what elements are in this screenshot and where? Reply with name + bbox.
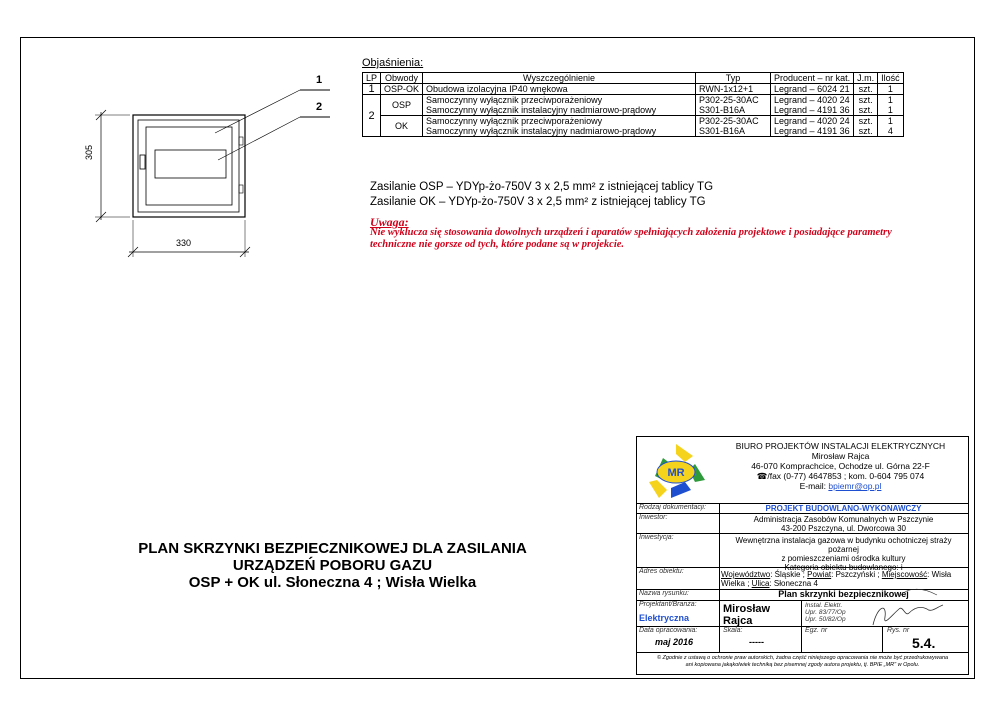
cell-lp: 2 bbox=[363, 95, 381, 137]
investment-label: Inwestycja: bbox=[639, 534, 674, 541]
cell-typ: P302-25-30AC bbox=[696, 116, 771, 127]
note-heading: Uwaga: bbox=[370, 215, 409, 229]
doc-type-label: Rodzaj dokumentacji: bbox=[639, 504, 706, 511]
copyright-line-1: © Zgodnie z ustawą o ochronie praw autorskich, żadna część niniejszego opracowania nie może być przedrukowywana bbox=[656, 655, 949, 661]
copyright bbox=[637, 652, 968, 677]
cell-producent: Legrand – 4020 24 bbox=[771, 95, 854, 106]
cell-typ: S301-B16A bbox=[696, 126, 771, 137]
designer-last-name: Rajca bbox=[723, 615, 753, 627]
cell-opis: Samoczynny wyłącznik instalacyjny nadmiarowo-prądowy bbox=[423, 126, 696, 137]
addr-pow-label: Powiat bbox=[807, 570, 832, 579]
license-label: Instal. Elektr. bbox=[805, 602, 843, 609]
investment-line-1: Wewnętrzna instalacja gazowa w budynku ochotniczej straży pożarnej bbox=[735, 536, 952, 554]
table-header-row bbox=[363, 73, 904, 84]
date-label: Data opracowania: bbox=[639, 627, 698, 634]
addr-ul: : Słoneczna 4 bbox=[769, 579, 818, 588]
cell-jm: szt. bbox=[854, 126, 878, 137]
investment-line-2: z pomieszczeniami ośrodka kultury bbox=[781, 554, 906, 563]
table-row bbox=[363, 105, 904, 116]
addr-woj-label: Województwo bbox=[721, 570, 771, 579]
investor-line-1: Administracja Zasobów Komunalnych w Pszczynie bbox=[753, 515, 934, 524]
dim-height: 305 bbox=[84, 144, 94, 160]
cell-jm: szt. bbox=[854, 84, 878, 95]
callout-1: 1 bbox=[316, 74, 323, 86]
addr-pow: : Pszczyński ; bbox=[831, 570, 882, 579]
address-label: Adres obiektu: bbox=[639, 568, 684, 575]
logo-text: MR bbox=[667, 467, 685, 479]
addr-m: : Wisła bbox=[927, 570, 952, 579]
cell-typ: RWN-1x12+1 bbox=[696, 84, 771, 95]
cell-typ: S301-B16A bbox=[696, 105, 771, 116]
addr-woj: : Śląskie ; bbox=[770, 570, 808, 579]
cell-opis: Samoczynny wyłącznik przeciwporażeniowy bbox=[423, 95, 696, 106]
addr-ul-label: Ulica bbox=[751, 579, 770, 588]
designer-signature bbox=[637, 437, 970, 676]
company-phone: ☎/fax (0-77) 4647853 ; kom. 0-604 795 074 bbox=[756, 471, 925, 481]
legend-title: Objaśnienia: bbox=[362, 57, 424, 69]
company-owner: Mirosław Rajca bbox=[811, 451, 870, 461]
cell-typ: P302-25-30AC bbox=[696, 95, 771, 106]
cell-ilosc: 1 bbox=[878, 116, 904, 127]
copyright-line-2: ani kopiowana jakąkolwiek techniką bez pisemnej zgody autora projektu, tj. BPIE „MR" w Opolu. bbox=[685, 662, 920, 668]
cell-jm: szt. bbox=[854, 95, 878, 106]
table-row bbox=[363, 84, 904, 95]
supply-ok: Zasilanie OK – YDYp-żo-750V 3 x 2,5 mm² z istniejącej tablicy TG bbox=[370, 196, 706, 208]
doc-type: PROJEKT BUDOWLANO-WYKONAWCZY bbox=[765, 504, 922, 513]
cell-obwod: OK bbox=[381, 116, 423, 137]
supply-osp: Zasilanie OSP – YDYp-żo-750V 3 x 2,5 mm² z istniejącej tablicy TG bbox=[370, 181, 714, 193]
table-row bbox=[363, 95, 904, 106]
scale-label: Skala: bbox=[723, 627, 743, 634]
company-address: 46-070 Komprachcice, Ochodze ul. Górna 22-F bbox=[751, 461, 930, 471]
designer-label: Projektant/Branża: bbox=[639, 601, 697, 608]
cell-obwod: OSP bbox=[381, 95, 423, 116]
cell-producent: Legrand – 4191 36 bbox=[771, 126, 854, 137]
table-row bbox=[363, 116, 904, 127]
cell-jm: szt. bbox=[854, 116, 878, 127]
legend-table bbox=[362, 72, 904, 137]
scale: ----- bbox=[749, 637, 764, 647]
cell-producent: Legrand – 6024 21 bbox=[771, 84, 854, 95]
investor-line-2: 43-200 Pszczyna, ul. Dworcowa 30 bbox=[781, 524, 906, 533]
cell-ilosc: 1 bbox=[878, 105, 904, 116]
addr-m-label: Miejscowość bbox=[881, 570, 928, 579]
cell-ilosc: 4 bbox=[878, 126, 904, 137]
cell-ilosc: 1 bbox=[878, 84, 904, 95]
designer-first-name: Mirosław bbox=[723, 603, 771, 615]
cell-opis: Samoczynny wyłącznik instalacyjny nadmiarowo-prądowy bbox=[423, 105, 696, 116]
col-obwody: Obwody bbox=[381, 73, 423, 84]
drawing-name: Plan skrzynki bezpiecznikowej bbox=[778, 589, 909, 599]
branch: Elektryczna bbox=[639, 613, 690, 623]
note-text: Nie wyklucza się stosowania dowolnych urządzeń i aparatów spełniających założenia projektowe i posiadające parametry techniczne nie gorsze od tych, które podane są w projekcie. bbox=[370, 227, 892, 250]
cell-opis: Samoczynny wyłącznik przeciwporażeniowy bbox=[423, 116, 696, 127]
col-lp: LP bbox=[363, 73, 381, 84]
email-label: E-mail: bbox=[799, 481, 829, 491]
title-line-2: URZĄDZEŃ POBORU GAZU bbox=[232, 557, 433, 574]
dim-width: 330 bbox=[176, 238, 192, 248]
license-1: Upr. 83/77/Op bbox=[805, 609, 846, 616]
date: maj 2016 bbox=[655, 637, 694, 647]
title-line-1: PLAN SKRZYNKI BEZPIECZNIKOWEJ DLA ZASILANIA bbox=[138, 540, 527, 557]
cell-opis: Obudowa izolacyjna IP40 wnękowa bbox=[423, 84, 696, 95]
drawing-name-label: Nazwa rysunku: bbox=[639, 590, 689, 597]
col-opis: Wyszczególnienie bbox=[423, 73, 696, 84]
col-ilosc: Ilość bbox=[878, 73, 904, 84]
investor-label: Inwestor: bbox=[639, 514, 668, 521]
table-row bbox=[363, 126, 904, 137]
title-line-3: OSP + OK ul. Słoneczna 4 ; Wisła Wielka bbox=[188, 574, 477, 591]
cell-obwod: OSP-OK bbox=[381, 84, 423, 95]
col-typ: Typ bbox=[696, 73, 771, 84]
title-block bbox=[636, 436, 969, 675]
company-name: BIURO PROJEKTÓW INSTALACJI ELEKTRYCZNYCH bbox=[735, 441, 946, 451]
sheet-number: 5.4. bbox=[912, 635, 936, 651]
col-producent: Producent – nr kat. bbox=[771, 73, 854, 84]
sheet-label: Rys. nr bbox=[887, 627, 910, 634]
callout-2: 2 bbox=[316, 101, 323, 113]
email-link[interactable]: bpiemr@op.pl bbox=[828, 481, 882, 491]
cell-ilosc: 1 bbox=[878, 95, 904, 106]
cell-producent: Legrand – 4191 36 bbox=[771, 105, 854, 116]
copy-label: Egz. nr bbox=[805, 627, 828, 634]
cell-producent: Legrand – 4020 24 bbox=[771, 116, 854, 127]
license-2: Upr. 50/82/Op bbox=[805, 616, 846, 623]
addr-line2: Wielka ; bbox=[721, 579, 752, 588]
cell-lp: 1 bbox=[363, 84, 381, 95]
cell-jm: szt. bbox=[854, 105, 878, 116]
investment-line-3: Kategoria obiektu budowlanego: i bbox=[784, 563, 903, 572]
col-jm: J.m. bbox=[854, 73, 878, 84]
page-title bbox=[80, 540, 585, 591]
